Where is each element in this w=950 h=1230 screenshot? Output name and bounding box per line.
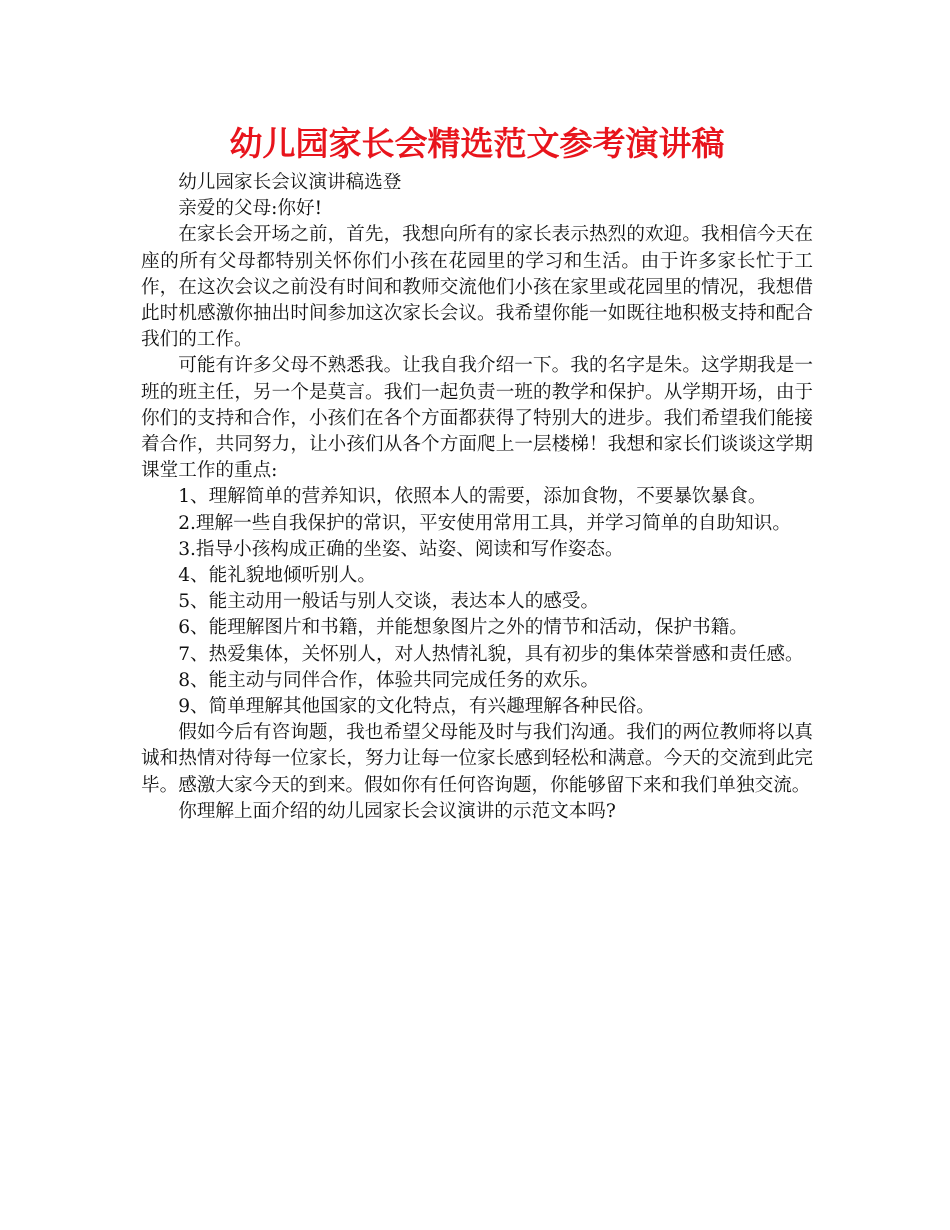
list-item-4: 4、能礼貌地倾听别人。	[178, 565, 376, 587]
list-item-5: 5、能主动用一般话与别人交谈，表达本人的感受。	[178, 591, 600, 613]
document-page	[141, 118, 813, 825]
paragraph-welcome: 在家长会开场之前，首先，我想向所有的家长表示热烈的欢迎。我相信今天在座的所有父母都特别关怀你们小孩在花园里的学习和生活。由于许多家长忙于工作，在这次会议之前没有时间和教师交流他们小孩在家里或花园里的情况，我想借此时机感激你抽出时间参加这次家长会议。我希望你能一如既往地积极支持和配合我们的工作。	[141, 224, 813, 351]
list-item-9: 9、简单理解其他国家的文化特点，有兴趣理解各种民俗。	[178, 696, 655, 718]
paragraph-greeting: 亲爱的父母:你好!	[178, 198, 323, 220]
list-item-6: 6、能理解图片和书籍，并能想象图片之外的情节和活动，保护书籍。	[178, 617, 748, 639]
document-body	[141, 170, 813, 825]
paragraph-closing: 假如今后有咨询题，我也希望父母能及时与我们沟通。我们的两位教师将以真诚和热情对待每一位家长，努力让每一位家长感到轻松和满意。今天的交流到此完毕。感激大家今天的到来。假如你有任何咨询题，你能够留下来和我们单独交流。	[141, 722, 813, 796]
list-item-8: 8、能主动与同伴合作，体验共同完成任务的欢乐。	[178, 669, 600, 691]
list-item-3: 3.指导小孩构成正确的坐姿、站姿、阅读和写作姿态。	[178, 538, 624, 560]
paragraph-subtitle: 幼儿园家长会议演讲稿选登	[178, 172, 402, 193]
list-item-7: 7、热爱集体，关怀别人，对人热情礼貌，具有初步的集体荣誉感和责任感。	[178, 643, 804, 665]
list-item-1: 1、理解简单的营养知识，依照本人的需要，添加食物，不要暴饮暴食。	[178, 486, 767, 508]
list-item-2: 2.理解一些自我保护的常识，平安使用常用工具，并学习简单的自助知识。	[178, 512, 791, 534]
paragraph-introduction: 可能有许多父母不熟悉我。让我自我介绍一下。我的名字是朱。这学期我是一班的班主任，另一个是莫言。我们一起负责一班的教学和保护。从学期开场，由于你们的支持和合作，小孩们在各个方面都获得了特别大的进步。我们希望我们能接着合作，共同努力，让小孩们从各个方面爬上一层楼梯！我想和家长们谈谈这学期课堂工作的重点:	[141, 355, 813, 482]
paragraph-final-question: 你理解上面介绍的幼儿园家长会议演讲的示范文本吗?	[178, 800, 616, 822]
document-title: 幼儿园家长会精选范文参考演讲稿	[229, 124, 725, 163]
